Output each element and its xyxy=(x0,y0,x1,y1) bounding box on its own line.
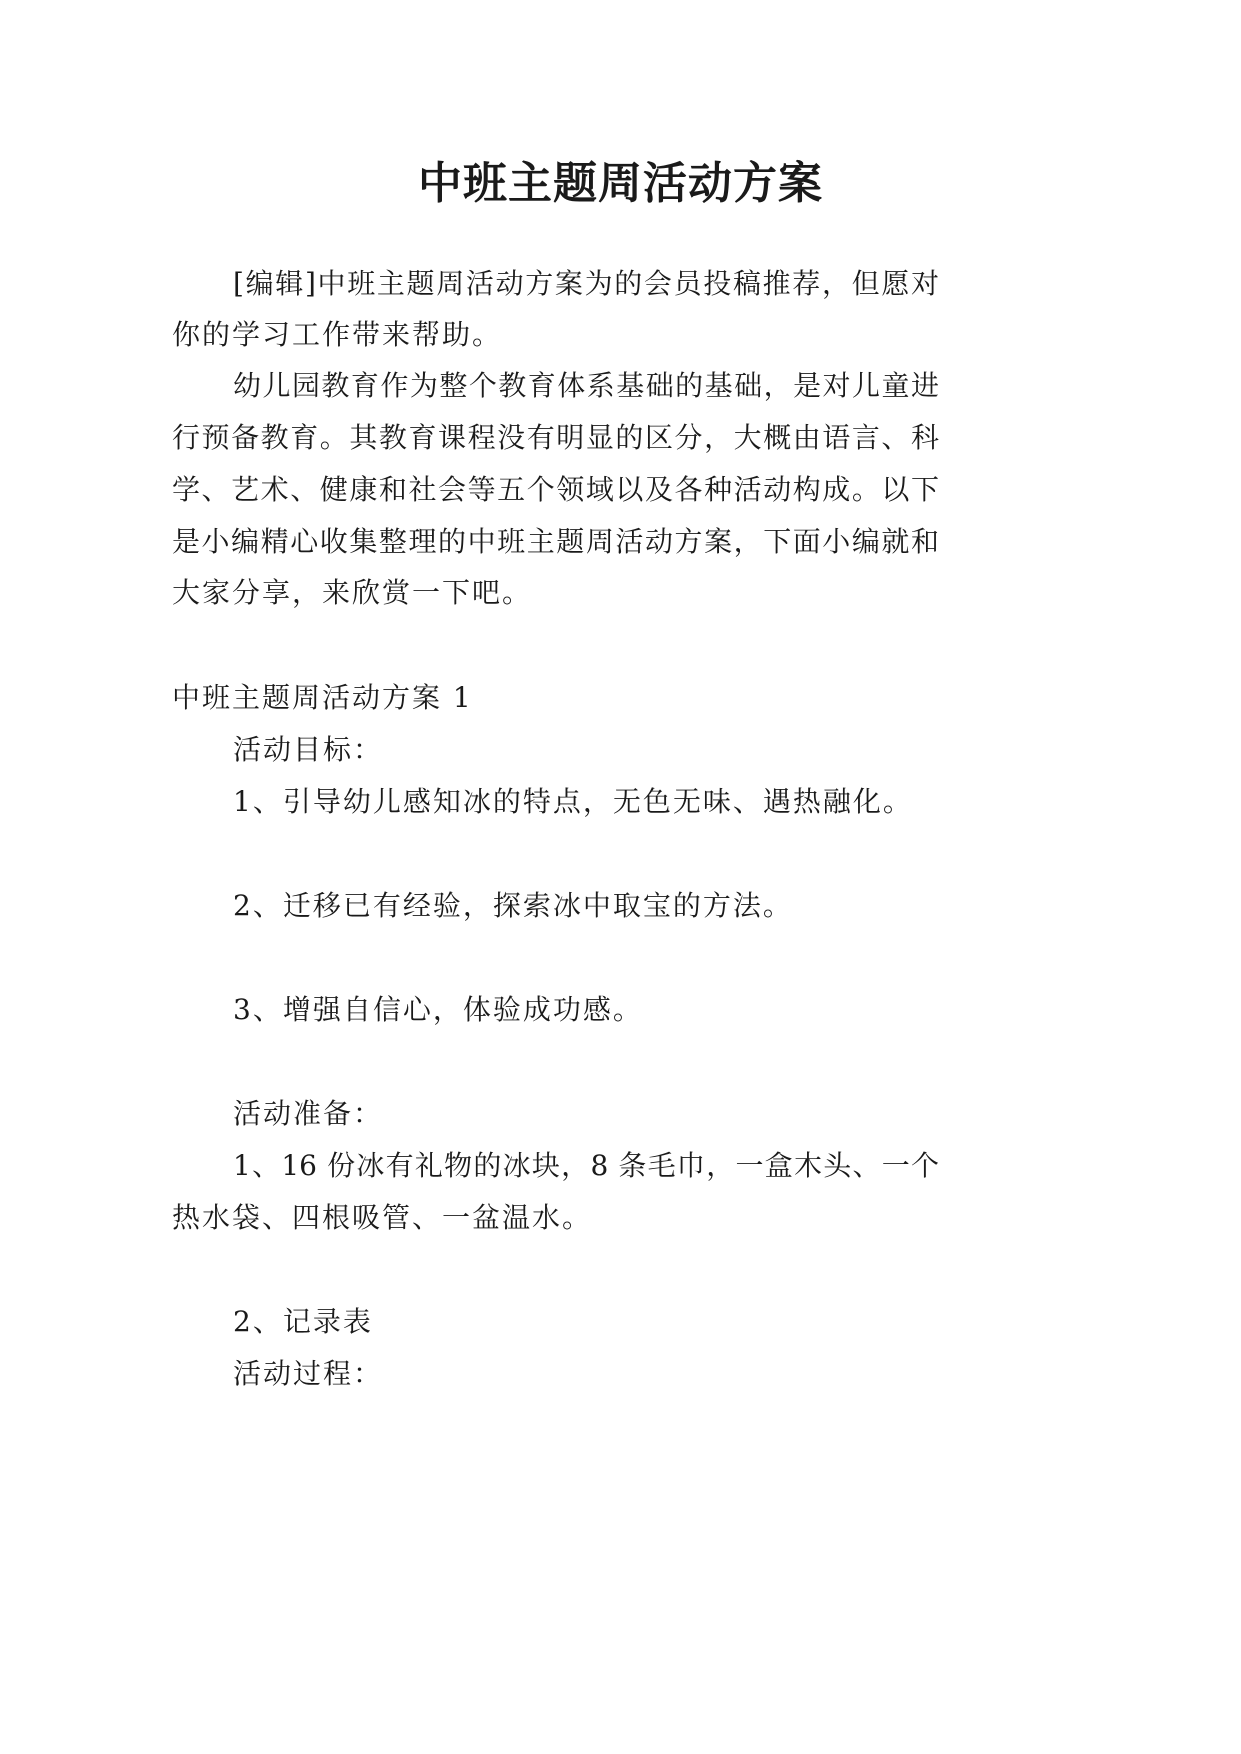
paragraph-line-3: 学、艺术、健康和社会等五个领域以及各种活动构成。以下 xyxy=(172,473,939,506)
goals-heading: 活动目标： xyxy=(233,733,384,766)
paragraph-line-5: 大家分享，来欣赏一下吧。 xyxy=(172,576,533,609)
preparation-item-2: 2、记录表 xyxy=(233,1305,373,1338)
intro-line-1: [编辑]中班主题周活动方案为的会员投稿推荐，但愿对 xyxy=(233,267,939,300)
preparation-item-1-line-2: 热水袋、四根吸管、一盆温水。 xyxy=(172,1201,593,1234)
section-heading: 中班主题周活动方案 1 xyxy=(172,681,473,714)
intro-line-2: 你的学习工作带来帮助。 xyxy=(172,318,503,351)
preparation-item-1-line-1: 1、16 份冰有礼物的冰块，8 条毛巾，一盒木头、一个 xyxy=(233,1149,939,1182)
paragraph-line-2: 行预备教育。其教育课程没有明显的区分，大概由语言、科 xyxy=(172,421,939,454)
goal-item-1: 1、引导幼儿感知冰的特点，无色无味、遇热融化。 xyxy=(233,785,913,818)
goal-item-2: 2、迁移已有经验，探索冰中取宝的方法。 xyxy=(233,889,793,922)
paragraph-line-1: 幼儿园教育作为整个教育体系基础的基础，是对儿童进 xyxy=(233,369,939,402)
preparation-heading: 活动准备： xyxy=(233,1097,384,1130)
document-title: 中班主题周活动方案 xyxy=(418,158,823,209)
process-heading: 活动过程： xyxy=(233,1357,384,1390)
goal-item-3: 3、增强自信心，体验成功感。 xyxy=(233,993,643,1026)
paragraph-line-4: 是小编精心收集整理的中班主题周活动方案，下面小编就和 xyxy=(172,525,939,558)
